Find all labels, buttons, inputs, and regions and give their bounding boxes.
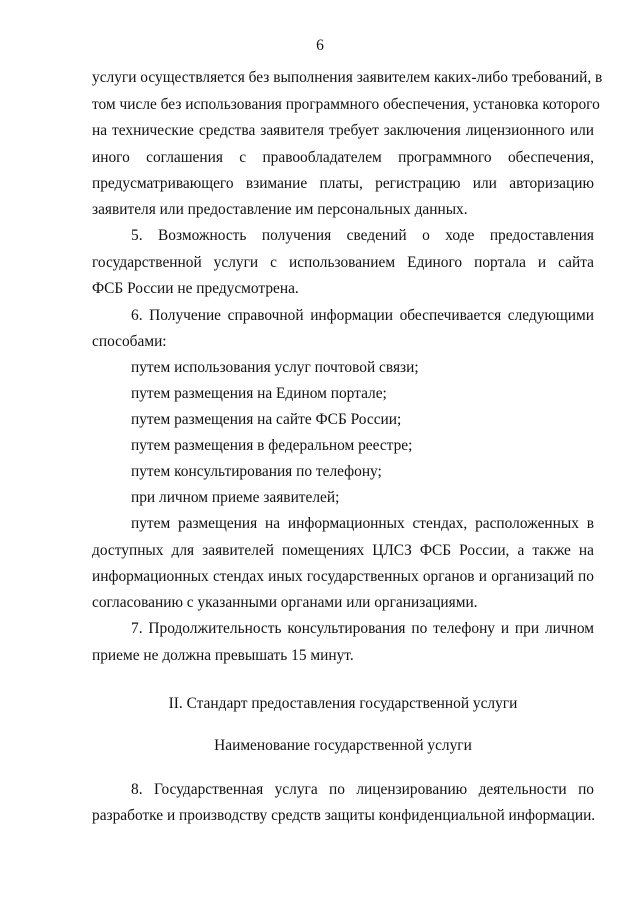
text-line: разработке и производству средств защиты конфиденциальной информации. <box>92 807 596 824</box>
list-item: путем консультирования по телефону; <box>131 463 382 480</box>
text-line: иного соглашения с правообладателем программного обеспечения, <box>92 149 594 166</box>
list-item: путем размещения на информационных стендах, расположенных в <box>131 515 594 532</box>
text-line: согласованию с указанными органами или организациями. <box>92 594 478 611</box>
paragraph-8-first-line: 8. Государственная услуга по лицензированию деятельности по <box>131 781 594 798</box>
list-item: при личном приеме заявителей; <box>131 489 340 506</box>
text-line: на технические средства заявителя требует заключения лицензионного или <box>92 122 594 139</box>
paragraph-5-first-line: 5. Возможность получения сведений о ходе предоставления <box>131 227 594 244</box>
text-line: предусматривающего взимание платы, регистрацию или авторизацию <box>92 175 594 192</box>
text-line: ФСБ России не предусмотрена. <box>92 280 299 297</box>
text-line: приеме не должна превышать 15 минут. <box>92 647 354 664</box>
list-item: путем размещения в федеральном реестре; <box>131 437 413 454</box>
text-line: способами: <box>92 333 167 350</box>
text-line: заявителя или предоставление им персональных данных. <box>92 201 468 218</box>
text-line: доступных для заявителей помещениях ЦЛСЗ ФСБ России, а также на <box>92 542 594 559</box>
paragraph-7-first-line: 7. Продолжительность консультирования по телефону и при личном <box>131 620 594 637</box>
list-item: путем использования услуг почтовой связи; <box>131 359 419 376</box>
text-line: услуги осуществляется без выполнения заявителем каких-либо требований, в <box>92 69 603 86</box>
text-line: государственной услуги с использованием Единого портала и сайта <box>92 254 594 271</box>
subsection-heading: Наименование государственной услуги <box>214 737 472 754</box>
list-item: путем размещения на Едином портале; <box>131 385 387 402</box>
text-line: информационных стендах иных государственных органов и организаций по <box>92 568 594 585</box>
page-number: 6 <box>316 37 324 54</box>
section-heading: II. Стандарт предоставления государственной услуги <box>168 695 518 712</box>
text-line: том числе без использования программного обеспечения, установка которого <box>92 96 600 113</box>
list-item: путем размещения на сайте ФСБ России; <box>131 411 402 428</box>
paragraph-6-first-line: 6. Получение справочной информации обеспечивается следующими <box>131 307 594 324</box>
